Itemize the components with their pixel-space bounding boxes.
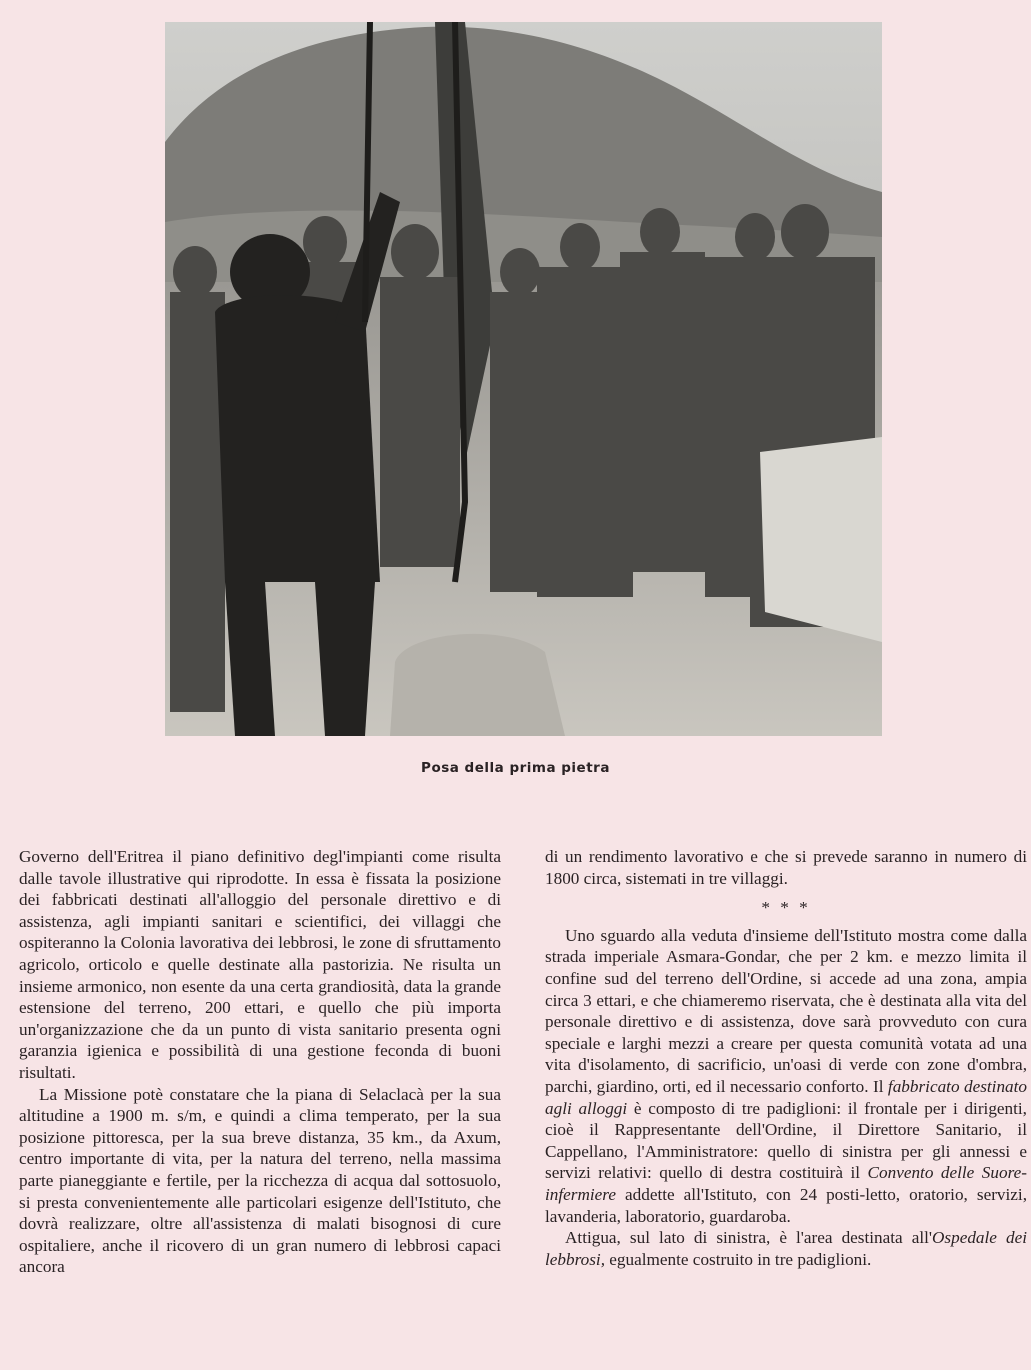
right-paragraph-3-part-b: egualmente costruito in tre padiglioni. xyxy=(605,1249,872,1269)
right-paragraph-3-part-a: Attigua, sul lato di sinistra, è l'area destinata all' xyxy=(565,1228,932,1248)
ceremony-table xyxy=(760,437,882,642)
ceremony-photo xyxy=(165,22,882,736)
right-paragraph-2-part-c: addette all'Istituto, con 24 posti-letto, oratorio, servizi, lavanderia, laboratorio, guardaroba. xyxy=(545,1184,1027,1226)
left-paragraph-2: La Missione potè constatare che la piana di Selaclacà per la sua altitudine a 1900 m. s/m, e quindi a clima temperato, per la sua posizione pittoresca, per la sua breve distanza, 35 km., da Axum, centro importante di vita, per la natura del terreno, nella massima parte pianeggiante e fertile, per la ricchezza di acqua dal sottosuolo, si presta convenientemente alle particolari esigenze dell'Istituto, che dovrà realizzare, oltre all'assistenza di malati bisognosi di cure ospitaliere, anche il ricovero di un gran numero di lebbrosi capaci ancora xyxy=(19,1084,501,1277)
photo-illustration xyxy=(165,22,882,736)
right-paragraph-3 xyxy=(545,1227,1027,1270)
left-column xyxy=(19,846,501,1278)
emphasis-ospedale: Ospedale dei lebbrosi, xyxy=(545,1228,1027,1269)
section-separator: * * * xyxy=(761,898,811,918)
right-paragraph-2-part-b: è composto di tre padiglioni: il frontale per i dirigenti, cioè il Rappresentante dell'Ordine, il Direttore Sanitario, il Cappellano, l'Amministratore: quello di sinistra per gli annessi e servizi relativi: quello di destra costituirà il xyxy=(545,1098,1027,1183)
photo-caption: Posa della prima pietra xyxy=(421,760,610,776)
emphasis-fabbricato: fabbricato destinato agli alloggi xyxy=(545,1076,1027,1118)
right-column xyxy=(545,846,1027,1270)
right-paragraph-2-part-a: Uno sguardo alla veduta d'insieme dell'Istituto mostra come dalla strada imperiale Asmara-Gondar, che per 2 km. e mezzo limita il confine sud del terreno dell'Ordine, si accede ad una zona, ampia circa 3 ettari, e che chiameremo riservata, che è destinata alla vita del personale direttivo e di assistenza, dove sarà provveduto con cura speciale e larghi mezzi a creare per questa comunità votata ad una vita d'isolamento, di sacrificio, un'oasi di verde con zone d'ombra, parchi, giardino, orti, ed il necessario conforto. Il xyxy=(545,925,1027,1096)
foundation-stone xyxy=(390,634,565,736)
left-paragraph-1: Governo dell'Eritrea il piano definitivo degl'impianti come risulta dalle tavole illustrative qui riprodotte. In essa è fissata la posizione dei fabbricati destinati all'alloggio del personale direttivo e di assistenza, agli impianti sanitari e scientifici, dei villaggi che ospiteranno la Colonia lavorativa dei lebbrosi, le zone di sfruttamento agricolo, orticolo e quelle destinate alla pastorizia. Ne risulta un insieme armonico, non esente da una certa grandiosità, data la grande estensione del terreno, 200 ettari, e quello che più importa un'organizzazione che da un punto di vista sanitario presenta ogni garanzia igienica e possibilità di una gestione feconda di buoni risultati. xyxy=(19,847,501,1082)
right-paragraph-2 xyxy=(545,925,1027,1227)
emphasis-convento: Convento delle Suore-infermiere xyxy=(545,1163,1027,1204)
right-paragraph-1: di un rendimento lavorativo e che si prevede saranno in numero di 1800 circa, sistemati in tre villaggi. xyxy=(545,847,1027,888)
